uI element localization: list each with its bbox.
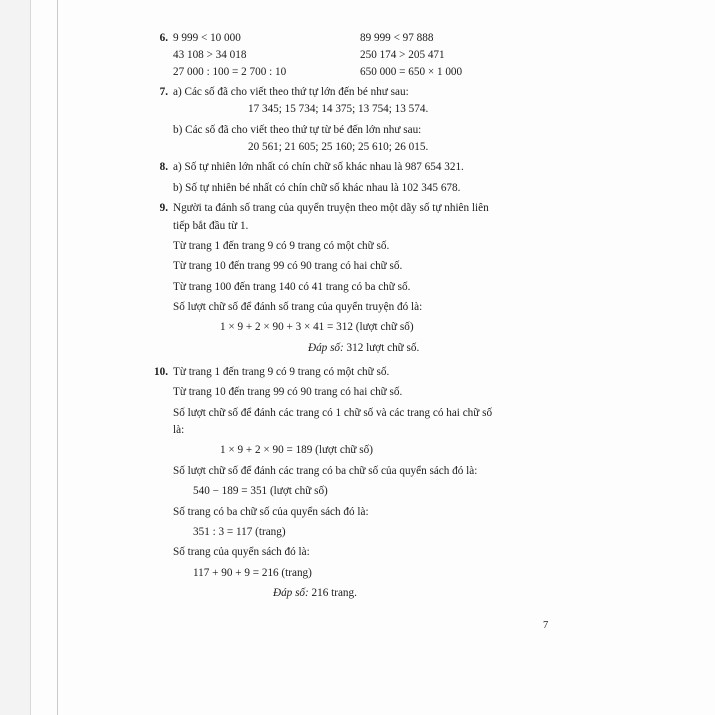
page-content: [148, 30, 578, 604]
exercise-9-calculation: 1 × 9 + 2 × 90 + 3 × 41 = 312 (lượt chữ số): [220, 321, 414, 334]
exercise-6: [148, 30, 578, 81]
exercise-9-answer-value: 312 lượt chữ số.: [346, 341, 420, 354]
exercise-10-calc-1: 1 × 9 + 2 × 90 = 189 (lượt chữ số): [220, 444, 373, 457]
exercise-8-number: 8.: [159, 161, 168, 174]
exercise-9-answer-label: Đáp số:: [308, 341, 344, 354]
exercise-8-part-a-text: a) Số tự nhiên lớn nhất có chín chữ số khác nhau là 987 654 321.: [173, 161, 464, 174]
exercise-10-line-1: [148, 364, 578, 381]
exercise-6-row-1-left: [148, 30, 241, 47]
exercise-10-calc-3: 351 : 3 = 117 (trang): [193, 525, 286, 538]
exercise-6-row-1: [148, 30, 578, 47]
exercise-9-number: 9.: [159, 202, 168, 215]
exercise-10-line-5: Số trang có ba chữ số của quyển sách đó là:: [173, 505, 369, 518]
exercise-6-row-2-left: 43 108 > 34 018: [173, 49, 247, 61]
exercise-7-number: 7.: [159, 86, 168, 98]
exercise-9-intro-line-1-text: Người ta đánh số trang của quyển truyện theo một dãy số tự nhiên liên: [173, 202, 489, 215]
exercise-9-line-3: Từ trang 100 đến trang 140 có 41 trang có ba chữ số.: [173, 280, 411, 293]
exercise-8: [148, 159, 578, 197]
exercise-6-row-3-left: 27 000 : 100 = 2 700 : 10: [173, 66, 287, 78]
exercise-10-calc-2: 540 − 189 = 351 (lượt chữ số): [193, 485, 328, 498]
exercise-6-row-1-left-text: 9 999 < 10 000: [173, 32, 241, 44]
exercise-10-line-6: Số trang của quyển sách đó là:: [173, 546, 310, 559]
exercise-6-row-2: [148, 47, 578, 64]
exercise-9-intro-line-1: [148, 200, 578, 217]
exercise-6-row-2-right: 250 174 > 205 471: [360, 49, 445, 61]
exercise-9-line-2: Từ trang 10 đến trang 99 có 90 trang có hai chữ số.: [173, 260, 403, 273]
exercise-9-line-1: Từ trang 1 đến trang 9 có 9 trang có một chữ số.: [173, 239, 390, 252]
page-edge-line: [57, 0, 58, 715]
exercise-6-row-1-right: 89 999 < 97 888: [360, 32, 434, 44]
exercise-7-part-a-value: 17 345; 15 734; 14 375; 13 754; 13 574.: [248, 103, 429, 116]
exercise-10-answer-value: 216 trang.: [311, 586, 357, 599]
exercise-10-calc-4: 117 + 90 + 9 = 216 (trang): [193, 566, 312, 579]
exercise-10-number: 10.: [154, 366, 168, 379]
exercise-10-answer: [273, 585, 578, 602]
page-number: 7: [543, 620, 549, 631]
exercise-9-line-4: Số lượt chữ số để đánh số trang của quyển truyện đó là:: [173, 300, 423, 313]
exercise-7-part-a: [148, 84, 578, 101]
exercise-8-part-a: [148, 159, 578, 176]
exercise-9-answer: [308, 340, 578, 357]
exercise-7-part-b-label: b) Các số đã cho viết theo thứ tự từ bé đến lớn như sau:: [173, 123, 422, 136]
book-spine-shadow: [0, 0, 31, 715]
exercise-10-answer-label: Đáp số:: [273, 586, 309, 599]
exercise-8-part-b-text: b) Số tự nhiên bé nhất có chín chữ số khác nhau là 102 345 678.: [173, 181, 461, 194]
exercise-10-line-2: Từ trang 10 đến trang 99 có 90 trang có hai chữ số.: [173, 386, 403, 399]
exercise-10: [148, 364, 578, 602]
exercise-6-number: 6.: [159, 32, 168, 44]
exercise-10-line-1-text: Từ trang 1 đến trang 9 có 9 trang có một chữ số.: [173, 366, 390, 379]
exercise-7-part-a-label: a) Các số đã cho viết theo thứ tự lớn đến bé như sau:: [173, 86, 409, 98]
exercise-10-line-3a: Số lượt chữ số để đánh các trang có 1 chữ số và các trang có hai chữ số: [173, 406, 493, 419]
exercise-9-intro-line-2: tiếp bắt đầu từ 1.: [173, 219, 249, 232]
exercise-7: [148, 84, 578, 156]
exercise-6-row-3-right: 650 000 = 650 × 1 000: [360, 66, 463, 78]
exercise-10-line-4: Số lượt chữ số để đánh các trang có ba chữ số của quyển sách đó là:: [173, 464, 478, 477]
exercise-10-line-3b: là:: [173, 424, 185, 437]
exercise-7-part-b-value: 20 561; 21 605; 25 160; 25 610; 26 015.: [248, 141, 429, 154]
exercise-6-row-3: [148, 64, 578, 81]
exercise-9: [148, 200, 578, 357]
